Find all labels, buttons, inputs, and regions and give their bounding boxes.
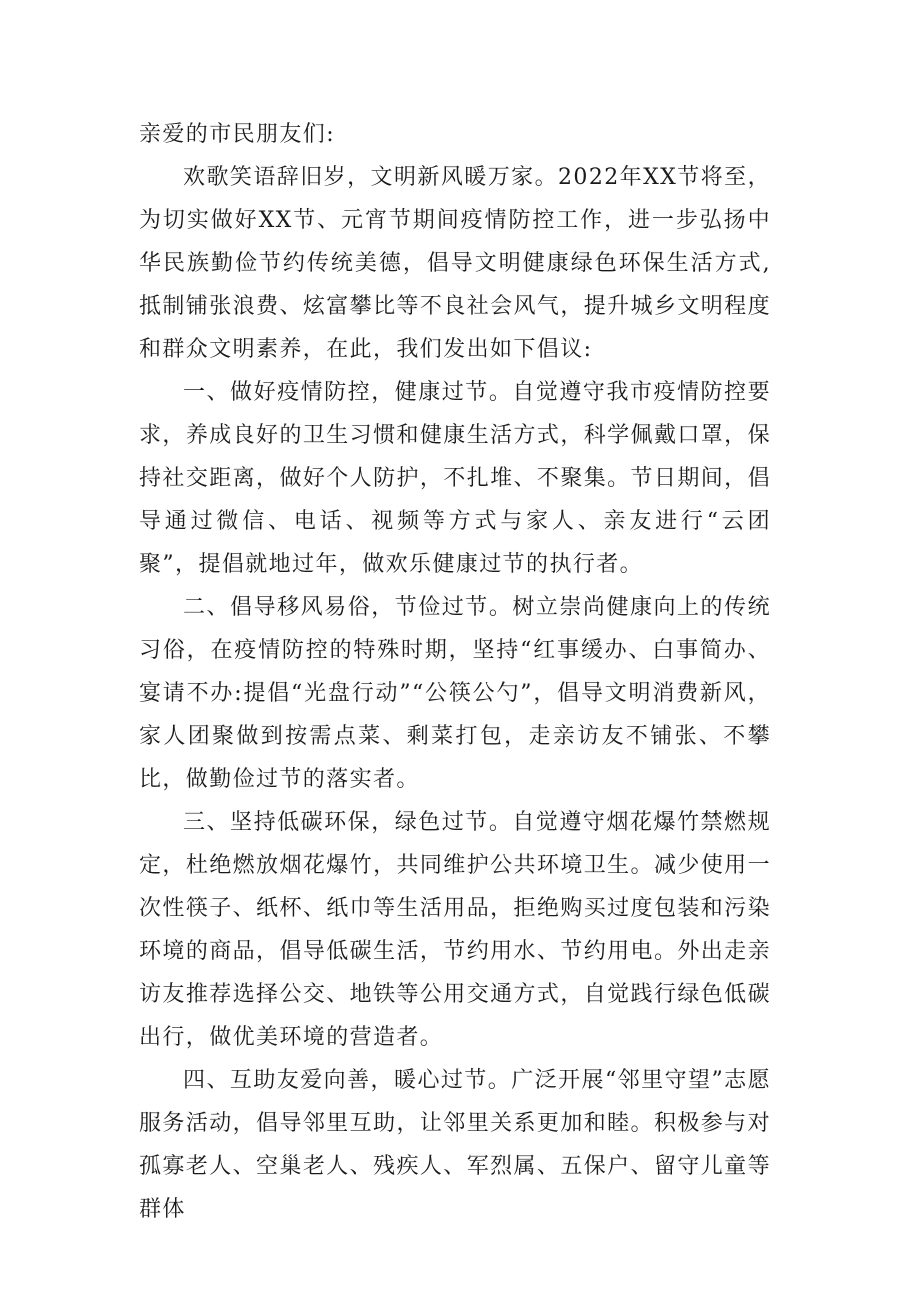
paragraph-epidemic-prevention: 一、做好疫情防控，健康过节。自觉遵守我市疫情防控要求，养成良好的卫生习惯和健康生活方式，科学佩戴口罩，保持社交距离，做好个人防护，不扎堆、不聚集。节日期间，倡导通过微信、电话、视频等方式与家人、亲友进行“云团聚”，提倡就地过年，做欢乐健康过节的执行者。 — [139, 380, 771, 577]
paragraph-green-lowcarbon: 三、坚持低碳环保，绿色过节。自觉遵守烟花爆竹禁燃规定，杜绝燃放烟花爆竹，共同维护公共环境卫生。减少使用一次性筷子、纸杯、纸巾等生活用品，拒绝购买过度包装和污染环境的商品，倡导低碳生活，节约用水、节约用电。外出走亲访友推荐选择公交、地铁等公用交通方式，自觉践行绿色低碳出行，做优美环境的营造者。 — [139, 810, 771, 1050]
greeting-line: 亲爱的市民朋友们: — [139, 122, 336, 147]
paragraph-intro: 欢歌笑语辞旧岁，文明新风暖万家。2022年XX节将至，为切实做好XX节、元宵节期间疫情防控工作，进一步弘扬中华民族勤俭节约传统美德，倡导文明健康绿色环保生活方式,抵制铺张浪费、炫富攀比等不良社会风气，提升城乡文明程度和群众文明素养，在此，我们发出如下倡议: — [139, 165, 771, 362]
paragraph-frugal-customs: 二、倡导移风易俗，节俭过节。树立崇尚健康向上的传统习俗，在疫情防控的特殊时期，坚持“红事缓办、白事简办、宴请不办:提倡“光盘行动”“公筷公勺”，倡导文明消费新风，家人团聚做到按需点菜、剩菜打包，走亲访友不铺张、不攀比，做勤俭过节的落实者。 — [139, 595, 771, 792]
document-body — [139, 113, 771, 1231]
paragraph-mutual-help: 四、互助友爱向善，暖心过节。广泛开展“邻里守望”志愿服务活动，倡导邻里互助，让邻里关系更加和睦。积极参与对孤寡老人、空巢老人、残疾人、军烈属、五保户、留守儿童等群体 — [139, 1068, 771, 1222]
